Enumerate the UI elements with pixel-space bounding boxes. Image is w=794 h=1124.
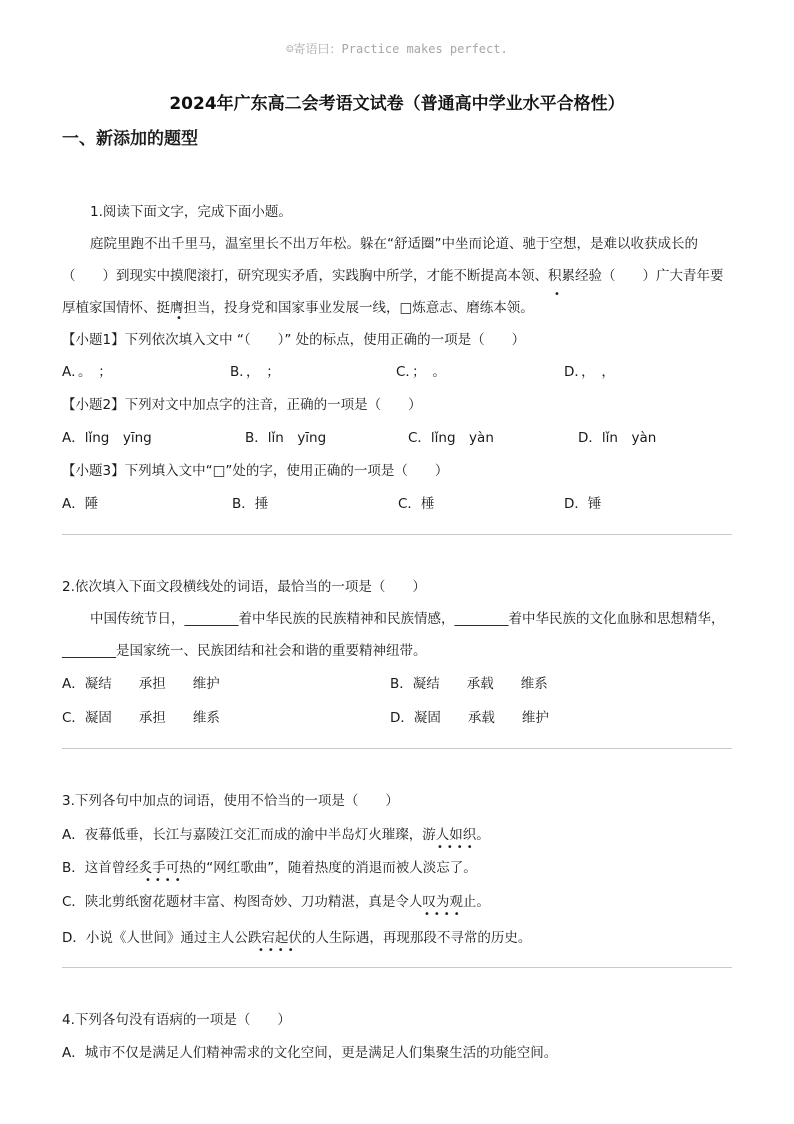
emphasis-dots: •••• [145, 875, 185, 886]
option-a[interactable]: A．陲 [62, 496, 99, 512]
option-c[interactable]: C．凝固 承担 维系 [62, 710, 220, 726]
option-b[interactable]: B．lǐn yīng [245, 430, 327, 446]
option-d[interactable]: D．锤 [564, 496, 602, 512]
option-a[interactable]: A．。 ； [62, 364, 112, 380]
emphasis-dots: •••• [424, 909, 464, 920]
emphasis-dots: • [176, 313, 186, 324]
q3-stem: 3.下列各句中加点的词语，使用不恰当的一项是（ ） [62, 793, 399, 809]
option-c[interactable]: C．； 。 [396, 364, 446, 380]
q2-passage-line: ________是国家统一、民族团结和社会和谐的重要精神纽带。 [62, 643, 427, 659]
option-d[interactable]: D．凝固 承载 维护 [390, 710, 549, 726]
q1-sub3-question: 【小题3】下列填入文中“□”处的字，使用正确的一项是（ ） [62, 463, 449, 479]
option-b[interactable]: B．捶 [232, 496, 269, 512]
page-title: 2024年广东高二会考语文试卷（普通高中学业水平合格性） [169, 94, 625, 114]
option-c[interactable]: C．陕北剪纸窗花题材丰富、构图奇妙、刀功精湛，真是令人叹为观止。 [62, 894, 490, 910]
q2-stem: 2.依次填入下面文段横线处的词语，最恰当的一项是（ ） [62, 579, 426, 595]
q1-sub2-question: 【小题2】下列对文中加点字的注音，正确的一项是（ ） [62, 397, 422, 413]
option-d[interactable]: D．小说《人世间》通过主人公跌宕起伏的人生际遇，再现那段不寻常的历史。 [62, 930, 532, 946]
divider [62, 534, 732, 535]
option-a[interactable]: A．lǐng yīng [62, 430, 152, 446]
q1-stem: 1.阅读下面文字，完成下面小题。 [90, 204, 292, 220]
divider [62, 967, 732, 968]
option-c[interactable]: C．lǐng yàn [408, 430, 494, 446]
q1-passage-line: （ ）到现实中摸爬滚打，研究现实矛盾，实践胸中所学，才能不断提高本领、积累经验（ ）广大青年要 [62, 268, 724, 284]
q1-passage-line: 厚植家国情怀、挺膺担当，投身党和国家事业发展一线，□炼意志、磨练本领。 [62, 300, 534, 316]
emphasis-dots: •••• [258, 945, 298, 956]
option-d[interactable]: D．， ， [564, 364, 615, 380]
q4-stem: 4.下列各句没有语病的一项是（ ） [62, 1012, 291, 1028]
q2-passage-line: 中国传统节日，________着中华民族的民族精神和民族情感，________着中华民族的文化血脉和思想精华， [90, 611, 725, 627]
option-a[interactable]: A．夜幕低垂，长江与嘉陵江交汇而成的渝中半岛灯火璀璨，游人如织。 [62, 827, 490, 843]
emphasis-dots: • [554, 289, 564, 300]
q1-passage-line: 庭院里跑不出千里马，温室里长不出万年松。躲在“舒适圈”中坐而论道、驰于空想，是难以收获成长的 [90, 236, 698, 252]
watermark: ☺寄语曰：Practice makes perfect. [286, 42, 508, 56]
option-d[interactable]: D．lǐn yàn [578, 430, 657, 446]
section-heading: 一、新添加的题型 [62, 129, 198, 149]
option-a[interactable]: A．凝结 承担 维护 [62, 676, 220, 692]
option-b[interactable]: B．凝结 承载 维系 [390, 676, 548, 692]
option-b[interactable]: B．， ； [230, 364, 280, 380]
option-a[interactable]: A．城市不仅是满足人们精神需求的文化空间，更是满足人们集聚生活的功能空间。 [62, 1045, 558, 1061]
divider [62, 748, 732, 749]
option-c[interactable]: C．棰 [398, 496, 435, 512]
q1-sub1-question: 【小题1】下列依次填入文中 “（ ）” 处的标点，使用正确的一项是（ ） [62, 332, 526, 348]
emphasis-dots: •••• [437, 842, 477, 853]
option-b[interactable]: B．这首曾经炙手可热的“网红歌曲”，随着热度的消退而被人淡忘了。 [62, 860, 477, 876]
